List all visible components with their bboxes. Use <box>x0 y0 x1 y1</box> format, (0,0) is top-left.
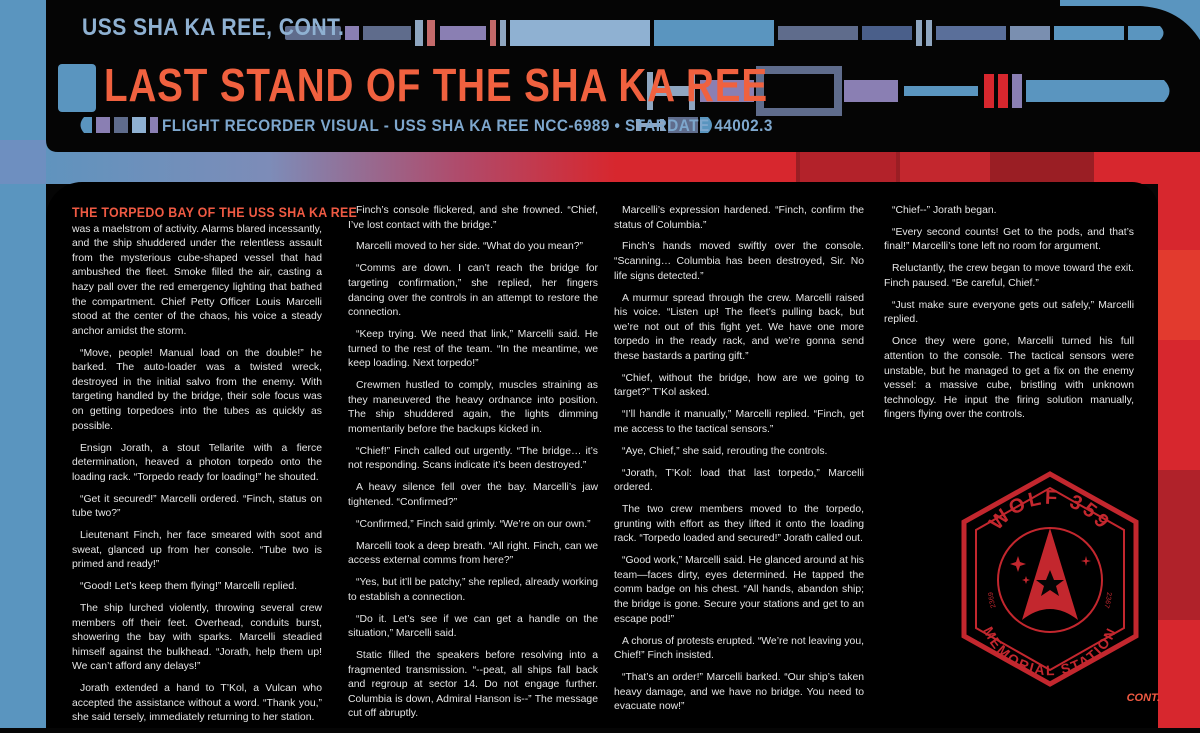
emblem-top-text: WOLF 359 <box>985 486 1115 535</box>
paragraph: “That’s an order!” Marcelli barked. “Our ship’s taken heavy damage, and we have no bridge. You need to evacuate now!” <box>614 672 864 713</box>
paragraph: Ensign Jorath, a stout Tellarite with a fierce determination, heaved a photon torpedo onto the loading rack. “Torpedo ready for loading!” he shouted. <box>72 442 322 483</box>
header-bar-piece <box>654 20 774 46</box>
title-bar-piece <box>1026 80 1146 102</box>
header-bar-piece <box>490 20 496 46</box>
title-bar-cap <box>1146 80 1170 102</box>
paragraph: “Keep trying. We need that link,” Marcelli said. He turned to the rest of the team. “In the meantime, we keep loading. Next torpedo!” <box>348 329 598 370</box>
paragraph: “Aye, Chief,” she said, rerouting the controls. <box>622 445 828 457</box>
paragraph: “Good! Let’s keep them flying!” Marcelli replied. <box>80 581 297 593</box>
recorder-bar-piece <box>114 117 128 133</box>
header-bar-piece <box>427 20 435 46</box>
emblem-right-year: 2367 <box>1102 591 1113 609</box>
continued-label: CONT. <box>1126 692 1160 704</box>
header-bar-piece <box>363 26 411 40</box>
header-bar-piece <box>926 20 932 46</box>
recorder-cap-left <box>81 117 93 133</box>
title-left-block <box>58 64 96 112</box>
header-bar-piece <box>778 26 858 40</box>
article-column-3 <box>614 204 864 722</box>
paragraph: Lieutenant Finch, her face smeared with soot and sweat, glanced up from her console. “Tube two is primed and ready!” <box>72 530 322 571</box>
paragraph: The ship lurched violently, throwing several crew members off their feet. Overhead, conduits burst, showering the bay with sparks. Marcelli steadied himself against the bulkhead. “Jorath, help them up! We can’t afford any delays!” <box>72 603 322 673</box>
header-bar-cap <box>1128 26 1164 40</box>
right-sidebar-block <box>1158 250 1200 340</box>
header-bar-piece <box>510 20 650 46</box>
paragraph: Static filled the speakers before resolving into a fragmented transmission. “--peat, all ships fall back and regroup at sector 14. Do not engage further. Columbia is down, Admiral Hanson is--” The message cut off abruptly. <box>348 650 598 720</box>
paragraph: “Do it. Let’s see if we can get a handle on the situation,” Marcelli said. <box>348 613 598 640</box>
sparkle-icon <box>1022 576 1030 584</box>
sparkle-icon <box>1010 556 1026 572</box>
paragraph: “Chief, without the bridge, how are we going to target?” T’Kol asked. <box>614 372 864 399</box>
paragraph: “Get it secured!” Marcelli ordered. “Finch, status on tube two?” <box>72 493 322 520</box>
article-column-4 <box>884 204 1134 430</box>
paragraph: “Good work,” Marcelli said. He glanced around at his team—faces dirty, eyes determined. He tapped the comm badge on his chest. “All hands, abandon ship; the bridge is gone. Secure your stations and get to an escape pod!” <box>614 555 864 625</box>
paragraph: “Confirmed,” Finch said grimly. “We’re on our own.” <box>356 518 591 530</box>
recorder-bar-piece <box>150 117 158 133</box>
paragraph: A murmur spread through the crew. Marcelli raised his voice. “Listen up! The fleet’s pulling back, but we’re not out of this fight yet. We have one more torpedo in the ready rack, and we’re gonna send these bastards a parting gift.” <box>614 292 864 362</box>
paragraph: The two crew members moved to the torpedo, grunting with effort as they lifted it onto the loading rack. “Torpedo loaded and secured!” Jorath called out. <box>614 504 864 545</box>
paragraph: “Yes, but it’ll be patchy,” she replied, already working to establish a connection. <box>348 577 598 603</box>
header-bar-piece <box>862 26 912 40</box>
paragraph: Jorath extended a hand to T’Kol, a Vulcan who accepted the assistance without a word. “Thank you,” she said tersely, immediately returning to her station. <box>72 683 322 724</box>
paragraph: Reluctantly, the crew began to move toward the exit. Finch paused. “Be careful, Chief.” <box>884 263 1134 289</box>
article-column-2 <box>348 204 598 729</box>
paragraph: was a maelstrom of activity. Alarms blared incessantly, and the ship shuddered under the relentless assault from the mysterious cube-shaped vessel that had ambushed the fleet. Smoke filled the air, casting a hazy pall over the red emergency lighting that bathed the compartment. Chief Petty Officer Louis Marcelli stood at the center of the chaos, his voice a steady anchor amidst the storm. <box>72 223 322 337</box>
paragraph: “Move, people! Manual load on the double!” he barked. The auto-loader was a twisted wreck, destroyed in the initial salvo from the enemy. With targeting handled by the bridge, their sole focus was on getting torpedoes into the tubes as quickly as possible. <box>72 347 322 432</box>
paragraph: Once they were gone, Marcelli turned his full attention to the console. The tactical sensors were unstable, but he managed to get a fix on the enemy vessel: a massive cube, bristling with unknown technology. He input the firing solution manually, fingers flying over the controls. <box>884 336 1134 421</box>
paragraph: “Comms are down. I can’t reach the bridge for targeting confirmation,” she replied, her fingers dancing over the controls in an attempt to restore the connection. <box>348 263 598 319</box>
article-column-1 <box>72 205 358 733</box>
emblem-left-year: 2369 <box>987 591 998 609</box>
emblem-bottom-text: MEMORIAL STATION <box>980 623 1120 679</box>
band-block <box>900 152 990 184</box>
paragraph: Finch’s console flickered, and she frowned. “Chief, I’ve lost contact with the bridge.” <box>348 205 598 231</box>
recorder-bar-piece <box>132 117 146 133</box>
title-bar-piece <box>1012 74 1022 108</box>
paragraph: “Just make sure everyone gets out safely,” Marcelli replied. <box>884 299 1134 326</box>
header-bar-piece <box>916 20 922 46</box>
paragraph: “Chief!” Finch called out urgently. “The bridge… it’s not responding. Scans indicate it’s been destroyed.” <box>348 445 598 472</box>
paragraph: Marcelli took a deep breath. “All right. Finch, can we access external comms from here?” <box>348 540 598 567</box>
sidebar-joint <box>0 140 46 184</box>
title-bar-piece <box>904 86 978 96</box>
title-bar-piece <box>760 70 838 112</box>
paragraph: “Chief--” Jorath began. <box>892 205 997 216</box>
band-block <box>994 152 1090 184</box>
header-bar-piece <box>936 26 1006 40</box>
memorial-station-emblem <box>950 470 1150 690</box>
flight-recorder-label: FLIGHT RECORDER VISUAL - USS SHA KA REE NCC-6989 • STARDATE 44002.3 <box>162 116 773 135</box>
header-bar-piece <box>500 20 506 46</box>
paragraph: “Jorath, T’Kol: load that last torpedo,” Marcelli ordered. <box>614 467 864 494</box>
paragraph: Crewmen hustled to comply, muscles straining as they maneuvered the heavy ordnance into position. The ship shuddered again, the lights dimming momentarily before the backups kicked in. <box>348 380 598 435</box>
paragraph: Finch’s hands moved swiftly over the console. “Scanning… Columbia has been destroyed, Sir. No life signs detected.” <box>614 241 864 282</box>
header-bar-piece <box>440 26 486 40</box>
band-block <box>770 152 796 184</box>
header-bar-piece <box>1010 26 1050 40</box>
right-sidebar-block <box>1158 470 1200 620</box>
page-subtitle: USS SHA KA REE, CONT. <box>82 14 345 41</box>
paragraph: A heavy silence fell over the bay. Marcelli’s jaw tightened. “Confirmed?” <box>348 482 598 508</box>
left-sidebar-strip <box>0 0 46 728</box>
title-bar-piece <box>984 74 994 108</box>
paragraph: “I’ll handle it manually,” Marcelli replied. “Finch, get me access to the tactical sensors.” <box>614 409 864 435</box>
paragraph: Marcelli moved to her side. “What do you mean?” <box>356 241 583 253</box>
band-block <box>800 152 896 184</box>
paragraph: A chorus of protests erupted. “We’re not leaving you, Chief!” Finch insisted. <box>614 635 864 662</box>
header-bar-piece <box>415 20 423 46</box>
lead-heading: THE TORPEDO BAY OF THE USS SHA KA REE <box>72 205 358 220</box>
title-bar-piece <box>844 80 898 102</box>
paragraph: Marcelli’s expression hardened. “Finch, confirm the status of Columbia.” <box>614 205 864 231</box>
paragraph: “Every second counts! Get to the pods, and that’s final!” Marcelli’s tone left no room for argument. <box>884 226 1134 253</box>
header-bar-piece <box>345 26 359 40</box>
band-block <box>1094 152 1200 184</box>
page-title: LAST STAND OF THE SHA KA REE <box>104 59 768 111</box>
header-bar-piece <box>1054 26 1124 40</box>
title-bar-piece <box>998 74 1008 108</box>
sparkle-icon <box>1081 556 1091 566</box>
recorder-bar-piece <box>96 117 110 133</box>
